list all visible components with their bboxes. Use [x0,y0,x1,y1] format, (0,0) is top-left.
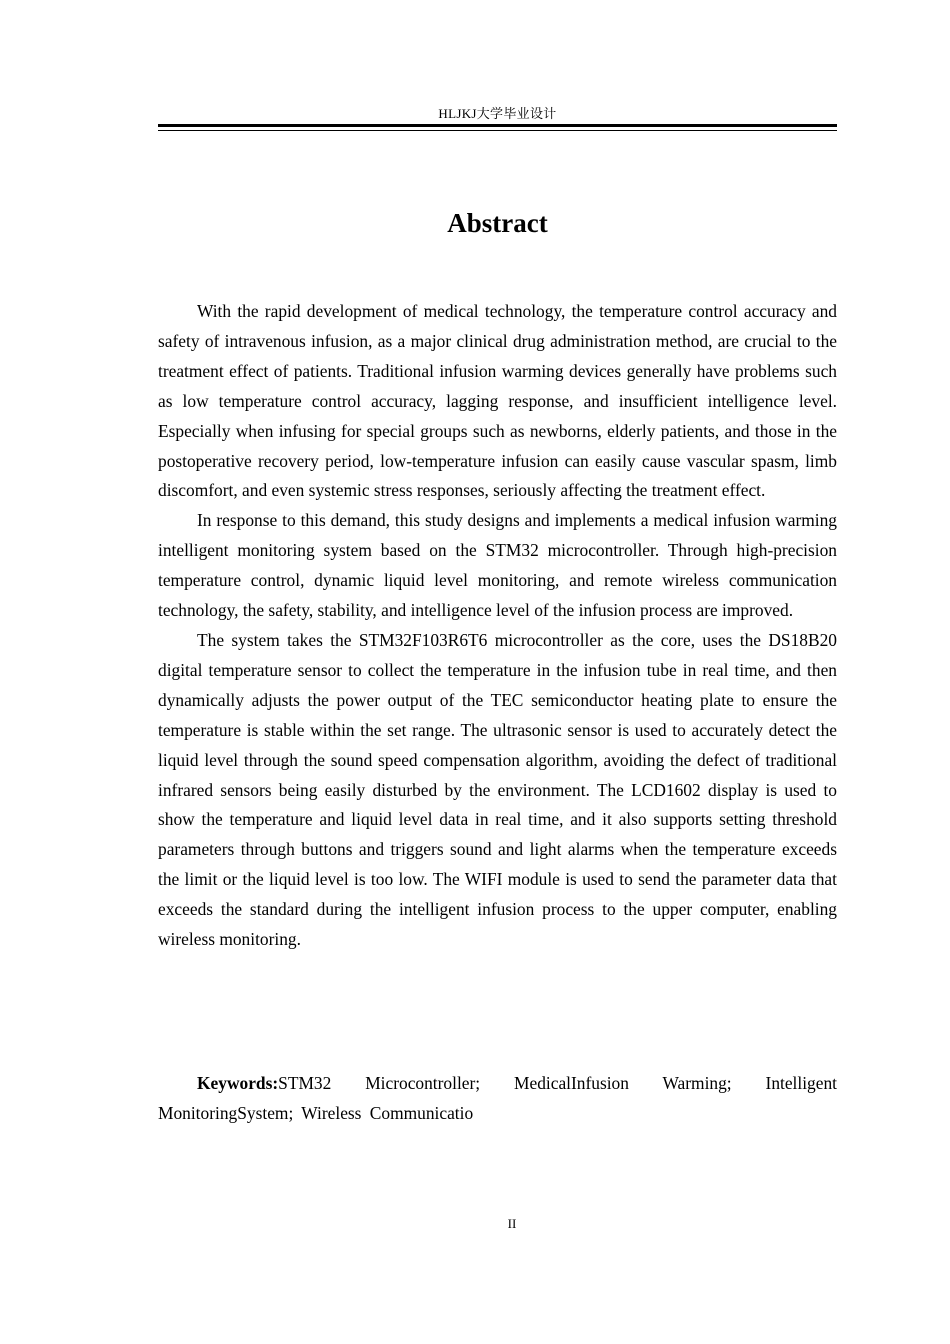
page-number: II [507,1216,517,1231]
running-header: HLJKJ大学毕业设计 [438,106,557,121]
abstract-paragraph-3: The system takes the STM32F103R6T6 microcontroller as the core, uses the DS18B20 digital temperature sensor to collect the temperature in the infusion tube in real time, and then dynamically adjusts the power output of the TEC semiconductor heating plate to ensure the temperature is stable within the set range. The ultrasonic sensor is used to accurately detect the liquid level through the sound speed compensation algorithm, avoiding the defect of traditional infrared sensors being easily disturbed by the environment. The LCD1602 display is used to show the temperature and liquid level data in real time, and it also supports setting threshold parameters through buttons and triggers sound and light alarms when the temperature exceeds the limit or the liquid level is too low. The WIFI module is used to send the parameter data that exceeds the standard during the intelligent infusion process to the upper computer, enabling wireless monitoring. [158,629,837,950]
abstract-paragraph-2: In response to this demand, this study designs and implements a medical infusion warming intelligent monitoring system based on the STM32 microcontroller. Through high-precision temperature control, dynamic liquid level monitoring, and remote wireless communication technology, the safety, stability, and intelligence level of the infusion process are improved. [158,510,837,621]
abstract-body [158,297,837,955]
abstract-title: Abstract [447,208,548,238]
keywords-text: STM32 Microcontroller; MedicalInfusion Warming; Intelligent MonitoringSystem; Wireless Communicatio [158,1073,837,1123]
header-rule-thick [158,124,837,131]
abstract-paragraph-1: With the rapid development of medical technology, the temperature control accuracy and safety of intravenous infusion, as a major clinical drug administration method, are crucial to the treatment effect of patients. Traditional infusion warming devices generally have problems such as low temperature control accuracy, lagging response, and insufficient intelligence level. Especially when infusing for special groups such as newborns, elderly patients, and those in the postoperative recovery period, low-temperature infusion can easily cause vascular spasm, limb discomfort, and even systemic stress responses, seriously affecting the treatment effect. [158,301,837,501]
keywords-line [158,1069,837,1129]
keywords-label: Keywords: [197,1073,279,1093]
